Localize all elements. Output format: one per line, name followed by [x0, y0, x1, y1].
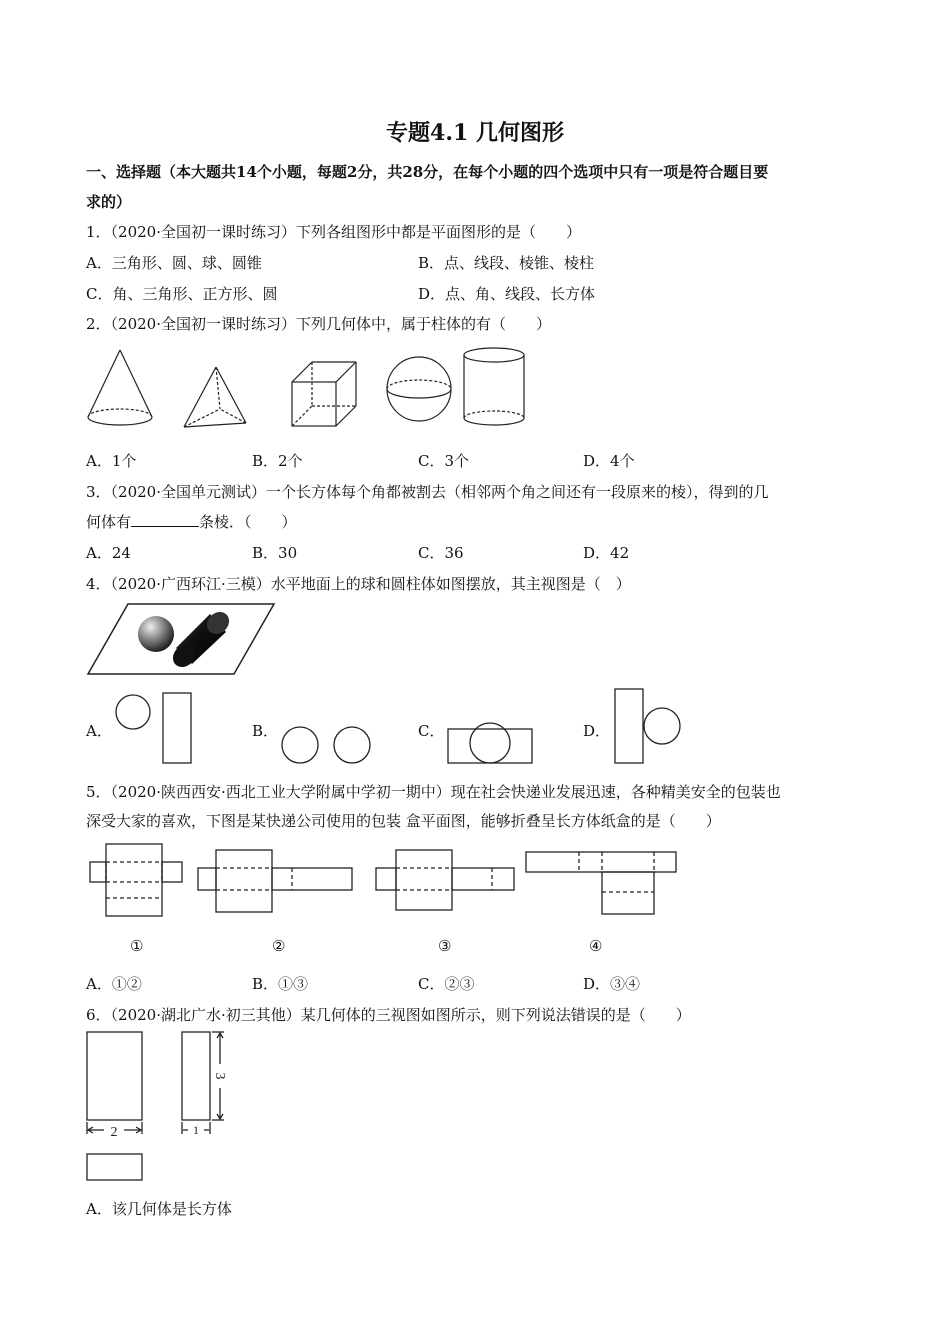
cube-shape [292, 362, 356, 426]
q1-option-c: C．角、三角形、正方形、圆 [86, 285, 278, 303]
q5-option-d: D．③④ [583, 975, 641, 993]
net-2 [198, 850, 352, 912]
q1-option-b: B．点、线段、棱锥、棱柱 [418, 254, 595, 272]
side-view [182, 1032, 210, 1120]
q1-option-a: A．三角形、圆、球、圆锥 [86, 254, 262, 272]
q4-options-figure [100, 685, 700, 767]
q6-stem: 6．（2020·湖北广水·初三其他）某几何体的三视图如图所示，则下列说法错误的是（ ） [86, 1006, 691, 1024]
net-4 [526, 852, 676, 914]
q3-answer-blank[interactable] [131, 511, 199, 527]
page-title: 专题4.1 几何图形 [386, 120, 564, 146]
q2-option-c: C．3个 [418, 452, 470, 470]
q4-stem: 4．（2020·广西环江·三模）水平地面上的球和圆柱体如图摆放，其主视图是（ ） [86, 575, 631, 593]
q3-stem-line2 [86, 511, 297, 532]
q5-option-b: B．①③ [252, 975, 309, 993]
q2-option-d: D．4个 [583, 452, 635, 470]
q2-stem: 2．（2020·全国初一课时练习）下列几何体中，属于柱体的有（ ） [86, 315, 551, 333]
q6-option-a: A．该几何体是长方体 [86, 1200, 232, 1218]
dim-depth-label: 1 [193, 1123, 199, 1137]
q4-option-b-label: B． [252, 722, 279, 740]
q3-stem-part1: 何体有 [86, 513, 132, 531]
q5-nets-figure [86, 838, 686, 920]
q2-solids-figure [80, 345, 540, 435]
q5-stem-line2: 深受大家的喜欢，下图是某快递公司使用的包装 盒平面图，能够折叠呈长方体纸盒的是（ ） [86, 812, 721, 830]
sphere-shape [387, 357, 451, 421]
q1-stem: 1．（2020·全国初一课时练习）下列各组图形中都是平面图形的是（ ） [86, 223, 581, 241]
net-label-3: ③ [438, 937, 452, 955]
lying-cylinder-shape [168, 607, 233, 671]
q5-option-a: A．①② [86, 975, 142, 993]
q3-stem-part2: 条棱．（ ） [199, 513, 297, 531]
q2-option-a: A．1个 [86, 452, 137, 470]
dim-width-label: 2 [110, 1125, 118, 1140]
q3-option-c: C．36 [418, 544, 464, 562]
q3-option-d: D．42 [583, 544, 630, 562]
q2-option-b: B．2个 [252, 452, 303, 470]
net-1 [90, 844, 182, 916]
cylinder-shape [464, 348, 524, 425]
q5-option-c: C．②③ [418, 975, 475, 993]
top-view [87, 1154, 142, 1180]
q4-option-c-shape [448, 723, 532, 763]
q3-stem-line1: 3．（2020·全国单元测试）一个长方体每个角都被割去（相邻两个角之间还有一段原来的棱），得到的几 [86, 483, 769, 501]
cone-shape [88, 350, 152, 425]
section-heading-line2: 求的） [86, 193, 132, 211]
q4-option-d-shape [615, 689, 680, 763]
net-label-2: ② [272, 937, 286, 955]
net-label-4: ④ [589, 937, 603, 955]
net-label-1: ① [130, 937, 144, 955]
q1-option-d: D．点、角、线段、长方体 [418, 285, 596, 303]
dim-height-label: 3 [212, 1072, 227, 1080]
front-view [87, 1032, 142, 1120]
pyramid-shape [184, 367, 246, 427]
q4-option-d-label: D． [583, 722, 611, 740]
q3-option-b: B．30 [252, 544, 298, 562]
net-3 [376, 850, 514, 910]
q4-scene-figure [86, 600, 276, 680]
q4-option-a-label: A． [86, 722, 112, 740]
q5-stem-line1: 5．（2020·陕西西安·西北工业大学附属中学初一期中）现在社会快递业发展迅速，各种精美安全的包装也 [86, 783, 781, 801]
q4-option-c-label: C． [418, 722, 445, 740]
q3-option-a: A．24 [86, 544, 131, 562]
ball-shape [138, 616, 174, 652]
q4-option-b-shape [282, 727, 370, 763]
q6-three-views-figure [84, 1030, 244, 1185]
q4-option-a-shape [116, 693, 191, 763]
section-heading-line1: 一、选择题（本大题共14个小题，每题2分，共28分，在每个小题的四个选项中只有一项是符合题目要 [86, 163, 769, 181]
